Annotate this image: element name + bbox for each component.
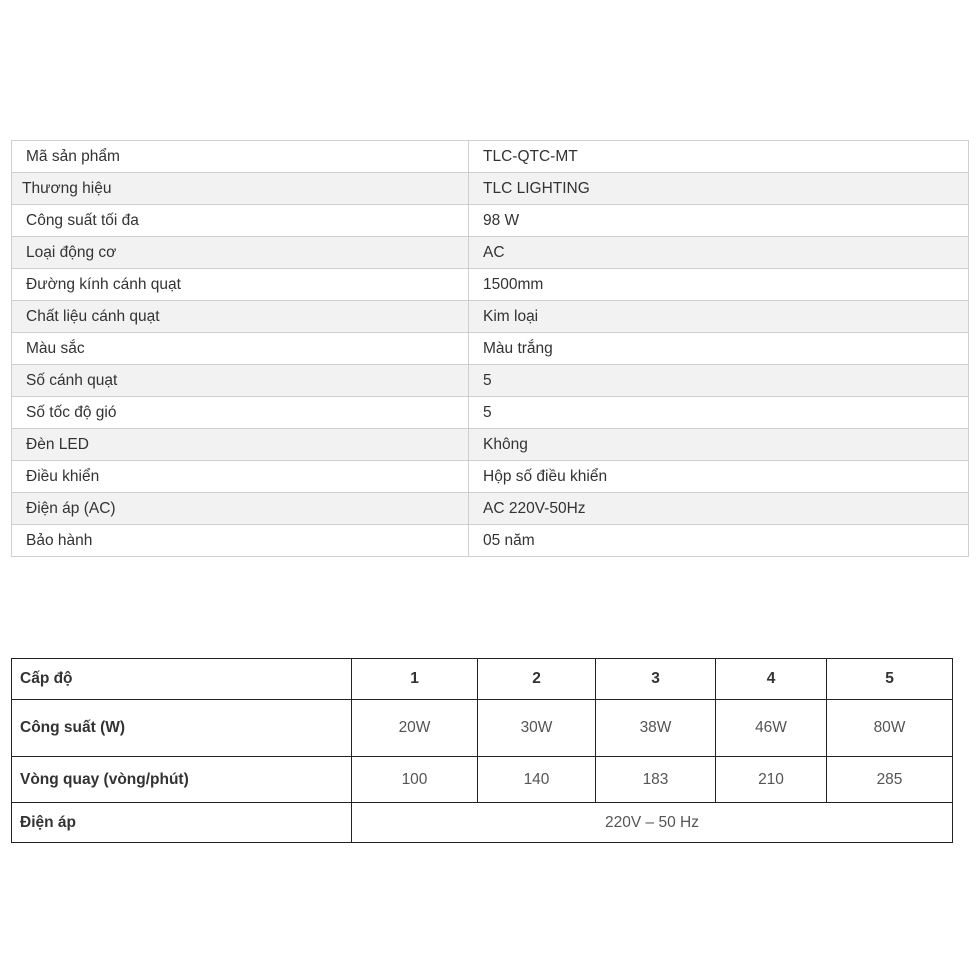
spec-label: Số tốc độ gió bbox=[12, 397, 469, 429]
spec-value: 5 bbox=[469, 365, 969, 397]
spec-label: Thương hiệu bbox=[12, 173, 469, 205]
spec-value: TLC-QTC-MT bbox=[469, 141, 969, 173]
voltage-header: Điện áp bbox=[12, 803, 352, 843]
rpm-cell: 285 bbox=[827, 757, 953, 803]
rpm-cell: 140 bbox=[478, 757, 596, 803]
level-cell: 4 bbox=[716, 659, 827, 700]
table-row bbox=[12, 493, 969, 525]
voltage-cell: 220V – 50 Hz bbox=[352, 803, 953, 843]
spec-value: 5 bbox=[469, 397, 969, 429]
spec-label: Điện áp (AC) bbox=[12, 493, 469, 525]
rpm-cell: 210 bbox=[716, 757, 827, 803]
table-row bbox=[12, 301, 969, 333]
spec-value: Kim loại bbox=[469, 301, 969, 333]
spec-label: Loại động cơ bbox=[12, 237, 469, 269]
level-cell: 5 bbox=[827, 659, 953, 700]
rpm-cell: 183 bbox=[596, 757, 716, 803]
speed-levels-table bbox=[11, 658, 953, 843]
table-row bbox=[12, 429, 969, 461]
table-row bbox=[12, 757, 953, 803]
rpm-cell: 100 bbox=[352, 757, 478, 803]
level-header: Cấp độ bbox=[12, 659, 352, 700]
spec-value: Màu trắng bbox=[469, 333, 969, 365]
table-row bbox=[12, 141, 969, 173]
table-row bbox=[12, 397, 969, 429]
table-row bbox=[12, 173, 969, 205]
table-row bbox=[12, 205, 969, 237]
table-row bbox=[12, 700, 953, 757]
specifications-table bbox=[11, 140, 969, 557]
spec-value: TLC LIGHTING bbox=[469, 173, 969, 205]
spec-label: Công suất tối đa bbox=[12, 205, 469, 237]
spec-label: Mã sản phẩm bbox=[12, 141, 469, 173]
power-cell: 46W bbox=[716, 700, 827, 757]
level-cell: 2 bbox=[478, 659, 596, 700]
spec-label: Số cánh quạt bbox=[12, 365, 469, 397]
table-row bbox=[12, 461, 969, 493]
spec-value: 98 W bbox=[469, 205, 969, 237]
power-cell: 30W bbox=[478, 700, 596, 757]
rpm-header: Vòng quay (vòng/phút) bbox=[12, 757, 352, 803]
power-cell: 38W bbox=[596, 700, 716, 757]
spec-value: AC 220V-50Hz bbox=[469, 493, 969, 525]
level-cell: 1 bbox=[352, 659, 478, 700]
spec-label: Đèn LED bbox=[12, 429, 469, 461]
table-row bbox=[12, 333, 969, 365]
spec-label: Bảo hành bbox=[12, 525, 469, 557]
table-row bbox=[12, 269, 969, 301]
spec-value: Không bbox=[469, 429, 969, 461]
table-row bbox=[12, 365, 969, 397]
spec-label: Màu sắc bbox=[12, 333, 469, 365]
spec-label: Đường kính cánh quạt bbox=[12, 269, 469, 301]
table-row bbox=[12, 659, 953, 700]
table-row bbox=[12, 803, 953, 843]
power-header: Công suất (W) bbox=[12, 700, 352, 757]
spec-value: Hộp số điều khiển bbox=[469, 461, 969, 493]
table-row bbox=[12, 525, 969, 557]
spec-value: 05 năm bbox=[469, 525, 969, 557]
spec-label: Chất liệu cánh quạt bbox=[12, 301, 469, 333]
power-cell: 20W bbox=[352, 700, 478, 757]
table-row bbox=[12, 237, 969, 269]
level-cell: 3 bbox=[596, 659, 716, 700]
power-cell: 80W bbox=[827, 700, 953, 757]
spec-value: AC bbox=[469, 237, 969, 269]
spec-label: Điều khiển bbox=[12, 461, 469, 493]
spec-value: 1500mm bbox=[469, 269, 969, 301]
